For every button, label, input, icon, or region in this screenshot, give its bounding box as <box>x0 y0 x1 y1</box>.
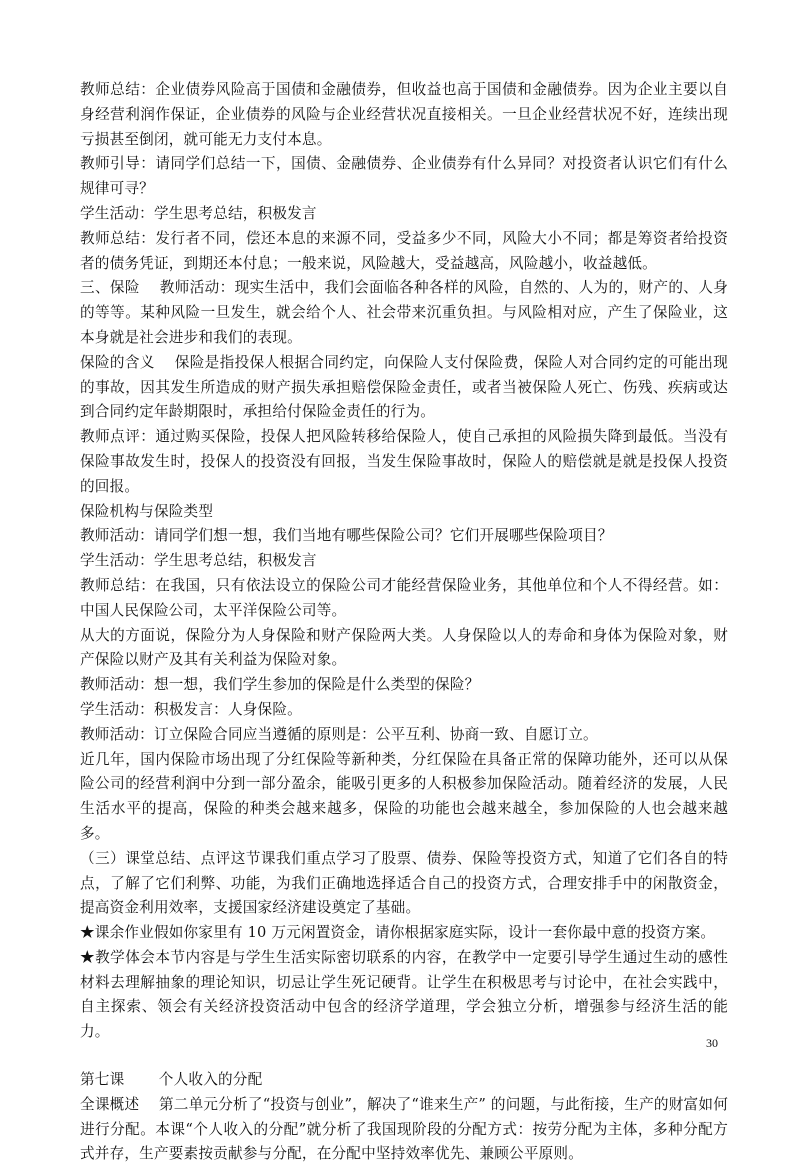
paragraph-teacher-summary-differences: 教师总结：发行者不同，偿还本息的来源不同，受益多少不同，风险大小不同；都是筹资者给投资者的债务凭证，到期还本付息；一般来说，风险越大，受益越高，风险越小，收益越低。 <box>80 229 728 272</box>
document-page <box>80 78 728 1167</box>
heading-insurance-types: 保险机构与保险类型 <box>80 502 214 520</box>
paragraph-insurance-categories: 从大的方面说，保险分为人身保险和财产保险两大类。人身保险以人的寿命和身体为保险对象，财产保险以财产及其有关利益为保险对象。 <box>80 626 728 669</box>
paragraph-teacher-guide: 教师引导：请同学们总结一下，国债、金融债券、企业债券有什么异同？对投资者认识它们有什么规律可寻？ <box>80 155 728 198</box>
paragraph-homework: ★课余作业假如你家里有 10 万元闲置资金，请你根据家庭实际，设计一套你最中意的投资方案。 <box>80 924 716 942</box>
paragraph-teacher-activity-student: 教师活动：想一想，我们学生参加的保险是什么类型的保险？ <box>80 676 480 694</box>
paragraph-teacher-summary-bonds: 教师总结：企业债券风险高于国债和金融债券，但收益也高于国债和金融债券。因为企业主要以自身经营利润作保证，企业债券的风险与企业经营状况直接相关。一旦企业经营状况不好，连续出现亏损甚至倒闭，就可能无力支付本息。 <box>80 81 728 148</box>
paragraph-teaching-reflection: ★教学体会本节内容是与学生生活实际密切联系的内容，在教学中一定要引导学生通过生动的感性材料去理解抽象的理论知识，切忌让学生死记硬背。让学生在积极思考与讨论中，在社会实践中，自主探索、领会有关经济投资活动中包含的经济学道理，学会独立分析，增强参与经济生活的能力。 <box>80 948 728 1041</box>
paragraph-class-summary: （三）课堂总结、点评这节课我们重点学习了股票、债券、保险等投资方式，知道了它们各自的特点，了解了它们利弊、功能，为我们正确地选择适合自己的投资方式，合理安排手中的闲散资金，提高资金利用效率，支援国家经济建设奠定了基础。 <box>80 849 728 917</box>
paragraph-teacher-comment: 教师点评：通过购买保险，投保人把风险转移给保险人，使自己承担的风险损失降到最低。当没有保险事故发生时，投保人的投资没有回报，当发生保险事故时，保险人的赔偿就是就是投保人投资的回报。 <box>80 428 728 495</box>
page-number: 30 <box>706 1036 718 1050</box>
paragraph-insurance-definition: 保险的含义 保险是指投保人根据合同约定，向保险人支付保险费，保险人对合同约定的可能出现的事故，因其发生所造成的财产损失承担赔偿保险金责任，或者当被保险人死亡、伤残、疾病或达到合同约定年龄期限时，承担给付保险金责任的行为。 <box>80 353 728 421</box>
paragraph-insurance-intro: 三、保险 教师活动：现实生活中，我们会面临各种各样的风险，自然的、人为的，财产的、人身的等等。某种风险一旦发生，就会给个人、社会带来沉重负担。与风险相对应，产生了保险业，这本身就是社会进步和我们的表现。 <box>80 279 728 346</box>
lesson-overview: 全课概述 第二单元分析了“投资与创业”，解决了“谁来生产” 的问题，与此衔接，生产的财富如何进行分配。本课“个人收入的分配”就分析了我国现阶段的分配方式：按劳分配为主体，多种分配方式并存，生产要素按贡献参与分配，在分配中坚持效率优先、兼顾公平原则。 <box>80 1095 728 1163</box>
paragraph-contract-principles: 教师活动：订立保险合同应当遵循的原则是：公平互利、协商一致、自愿订立。 <box>80 725 598 743</box>
paragraph-student-activity: 学生活动：学生思考总结，积极发言 <box>80 204 317 222</box>
paragraph-student-answer: 学生活动：积极发言：人身保险。 <box>80 700 302 718</box>
section-gap <box>80 1045 728 1068</box>
paragraph-student-activity-2: 学生活动：学生思考总结，积极发言 <box>80 552 317 570</box>
paragraph-teacher-activity-local: 教师活动：请同学们想一想，我们当地有哪些保险公司？它们开展哪些保险项目？ <box>80 527 613 545</box>
paragraph-dividend-insurance: 近几年，国内保险市场出现了分红保险等新种类，分红保险在具备正常的保障功能外，还可以从保险公司的经营利润中分到一部分盈余，能吸引更多的人积极参加保险活动。随着经济的发展，人民生活水平的提高，保险的种类会越来越多，保险的功能也会越来越全，参加保险的人也会越来越多。 <box>80 750 728 842</box>
lesson-title: 第七课 个人收入的分配 <box>80 1071 263 1089</box>
paragraph-teacher-summary-companies: 教师总结：在我国，只有依法设立的保险公司才能经营保险业务，其他单位和个人不得经营。如：中国人民保险公司，太平洋保险公司等。 <box>80 576 728 619</box>
